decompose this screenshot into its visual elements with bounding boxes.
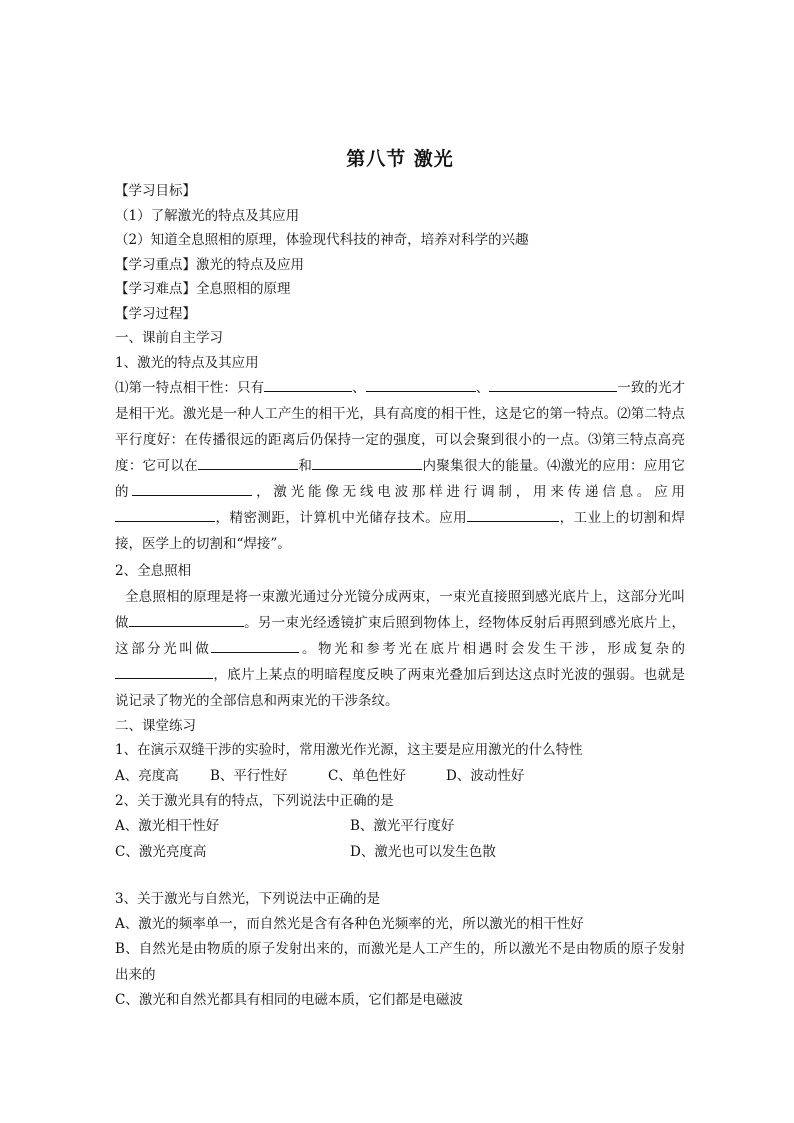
page-title: 第八节 激光 <box>346 148 454 170</box>
process-heading: 【学习过程】 <box>115 305 196 322</box>
holography-paragraph <box>115 584 685 714</box>
fill-blank[interactable] <box>366 377 476 392</box>
option-b[interactable]: B、激光平行度好 <box>350 818 455 834</box>
text-run: ，精密测距，计算机中光储存技术。应用 <box>215 510 468 526</box>
text-run: 和 <box>298 458 313 474</box>
text-run: 、 <box>475 380 490 396</box>
option-a[interactable]: A、激光的频率单一，而自然光是含有各种色光频率的光，所以激光的相干性好 <box>115 915 584 932</box>
option-a[interactable]: A、亮度高 <box>115 767 179 784</box>
fill-blank[interactable] <box>115 507 215 522</box>
option-d[interactable]: D、波动性好 <box>446 767 525 784</box>
fill-blank[interactable] <box>211 638 299 653</box>
question-1-stem: 1、在演示双缝干涉的实验时，常用激光作光源，这主要是应用激光的什么特性 <box>115 742 583 758</box>
text-run: ，工业上的切割和焊接，医学上的切割和“焊接”。 <box>115 510 686 552</box>
worksheet-page <box>115 140 685 1013</box>
question-2-options-row-1 <box>115 813 685 839</box>
text-run: 全息照相的原理是将一束激光通过分光镜分成两束，一束光直接照到感光底片上，这部分光叫做 <box>115 588 685 631</box>
goal-heading: 【学习目标】 <box>115 183 196 199</box>
option-d[interactable]: D、激光也可以发生色散 <box>350 844 496 860</box>
option-a[interactable]: A、激光相干性好 <box>115 818 220 834</box>
option-c[interactable]: C、激光亮度高 <box>115 844 207 860</box>
section-2-heading: 二、课堂练习 <box>115 717 196 734</box>
key-point: 【学习重点】激光的特点及应用 <box>115 256 304 273</box>
fill-blank[interactable] <box>129 612 244 627</box>
text-run: ⑴第一特点相干性：只有 <box>115 380 265 396</box>
fill-blank[interactable] <box>489 377 617 392</box>
text-run: 一致的光才是相干光。激光是一种人工产生的相干光，具有高度的相干性，这是它的第一特点。⑵第二特点平行度好：在传播很远的距离后仍保持一定的强度，可以会聚到很小的一点。⑶第三特点高亮度：它可以在 <box>115 380 686 474</box>
subsection-1-heading: 1、激光的特点及其应用 <box>115 354 259 371</box>
goal-item-1: （1）了解激光的特点及其应用 <box>115 207 300 224</box>
fill-blank[interactable] <box>264 377 352 392</box>
subsection-2-heading: 2、全息照相 <box>115 563 192 579</box>
question-2-stem: 2、关于激光具有的特点，下列说法中正确的是 <box>115 792 394 809</box>
option-b[interactable]: B、平行性好 <box>210 767 288 784</box>
laser-features-paragraph <box>115 375 685 557</box>
text-run: ，激光能像无线电波那样进行调制，用来传递信息。应用 <box>252 484 686 500</box>
text-run: ，底片上某点的明暗程度反映了两束光叠加后到达这点时光波的强弱。也就是说记录了物光的全部信息和两束光的干涉条纹。 <box>115 666 685 709</box>
text-run: 内聚集很大的能量。⑷激光的应用：应用它的 <box>115 458 686 500</box>
fill-blank[interactable] <box>467 507 559 522</box>
text-run: 。另一束光经透镜扩束后照到物体上，经物体反射后再照到感光底片上，这部分光叫做 <box>115 614 686 657</box>
question-1-options <box>115 763 685 789</box>
text-run: 。物光和参考光在底片相遇时会发生干涉，形成复杂的 <box>299 640 686 657</box>
fill-blank[interactable] <box>198 455 298 470</box>
option-b[interactable]: B、自然光是由物质的原子发射出来的，而激光是人工产生的，所以激光不是由物质的原子发射出来的 <box>115 941 685 983</box>
question-3-stem: 3、关于激光与自然光，下列说法中正确的是 <box>115 891 381 907</box>
question-2-options-row-2 <box>115 839 685 865</box>
option-c[interactable]: C、激光和自然光都具有相同的电磁本质，它们都是电磁波 <box>115 992 463 1008</box>
fill-blank[interactable] <box>312 455 422 470</box>
fill-blank[interactable] <box>115 664 213 679</box>
fill-blank[interactable] <box>132 481 252 496</box>
spacer <box>115 865 685 887</box>
text-run: 、 <box>352 380 366 396</box>
section-1-heading: 一、课前自主学习 <box>115 330 223 346</box>
goal-item-2: （2）知道全息照相的原理，体验现代科技的神奇，培养对科学的兴趣 <box>115 232 529 248</box>
difficult-point: 【学习难点】全息照相的原理 <box>115 281 291 297</box>
option-c[interactable]: C、单色性好 <box>328 767 406 784</box>
